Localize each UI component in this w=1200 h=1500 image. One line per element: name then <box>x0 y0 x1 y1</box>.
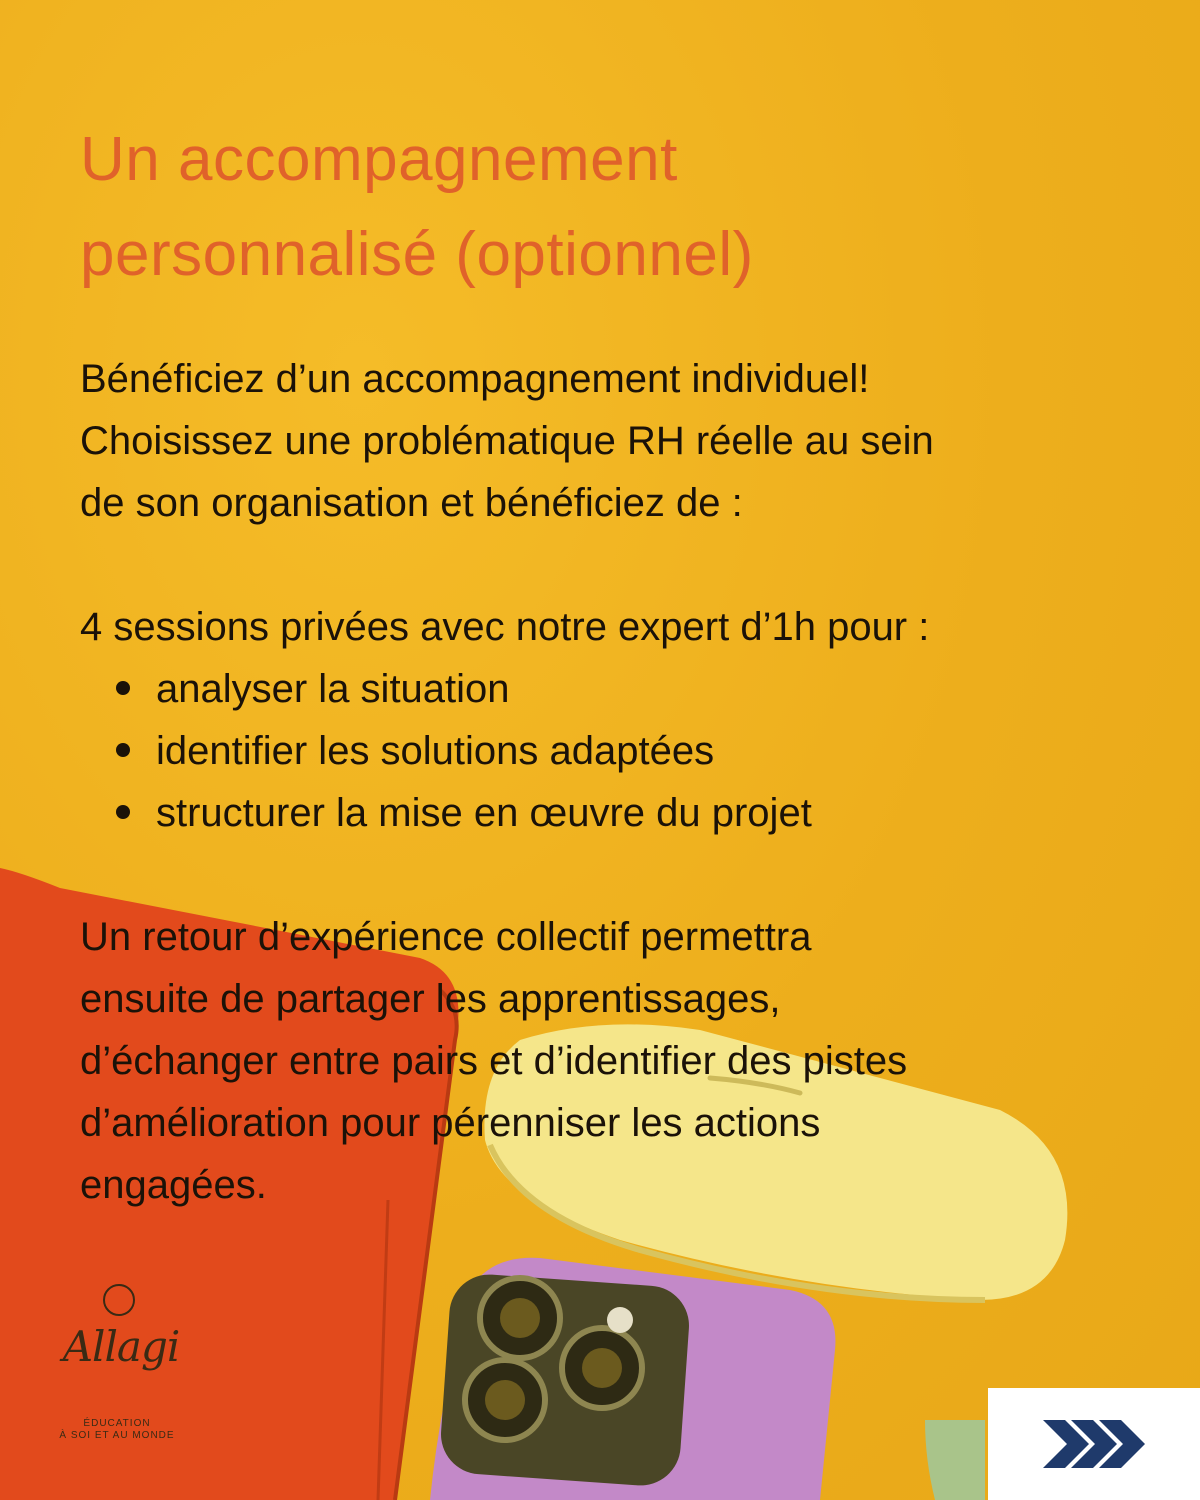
allagi-logo <box>55 1278 185 1448</box>
sessions-lead: 4 sessions privées avec notre expert d’1h pour : <box>80 605 930 649</box>
main-content <box>80 348 1160 1216</box>
page-title <box>80 112 754 302</box>
spacer <box>80 844 1160 906</box>
purple-phone-illustration <box>430 1258 835 1500</box>
outro-line-2: ensuite de partager les apprentissages, <box>80 977 781 1021</box>
green-strap-illustration <box>925 1420 985 1500</box>
outro-line-4: d’amélioration pour pérenniser les actions <box>80 1101 821 1145</box>
list-item-text: analyser la situation <box>156 667 510 711</box>
intro-line-2: Choisissez une problématique RH réelle au sein <box>80 419 934 463</box>
logo-wordmark: Allagi <box>62 1322 180 1371</box>
intro-line-1: Bénéficiez d’un accompagnement individuel! <box>80 357 870 401</box>
logo-tagline-line-2: À SOI ET AU MONDE <box>59 1430 175 1441</box>
list-item-text: identifier les solutions adaptées <box>156 729 715 773</box>
triple-chevron-right-icon <box>1039 1414 1149 1474</box>
intro-line-3: de son organisation et bénéficiez de : <box>80 481 743 525</box>
logo-tagline <box>47 1418 187 1442</box>
bullet-icon <box>116 681 130 695</box>
list-item <box>80 720 1160 782</box>
sessions-list <box>80 658 1160 844</box>
title-line-2: personnalisé (optionnel) <box>80 220 754 289</box>
next-slide-button[interactable] <box>988 1388 1200 1500</box>
outro-line-5: engagées. <box>80 1163 267 1207</box>
list-item <box>80 658 1160 720</box>
outro-line-3: d’échanger entre pairs et d’identifier des pistes <box>80 1039 908 1083</box>
spacer <box>80 534 1160 596</box>
logo-tagline-line-1: ÉDUCATION <box>83 1418 151 1429</box>
list-item <box>80 782 1160 844</box>
logo-circle-icon <box>103 1284 135 1316</box>
bullet-icon <box>116 805 130 819</box>
list-item-text: structurer la mise en œuvre du projet <box>156 791 812 835</box>
title-line-1: Un accompagnement <box>80 125 678 194</box>
outro-line-1: Un retour d’expérience collectif permettra <box>80 915 812 959</box>
bullet-icon <box>116 743 130 757</box>
